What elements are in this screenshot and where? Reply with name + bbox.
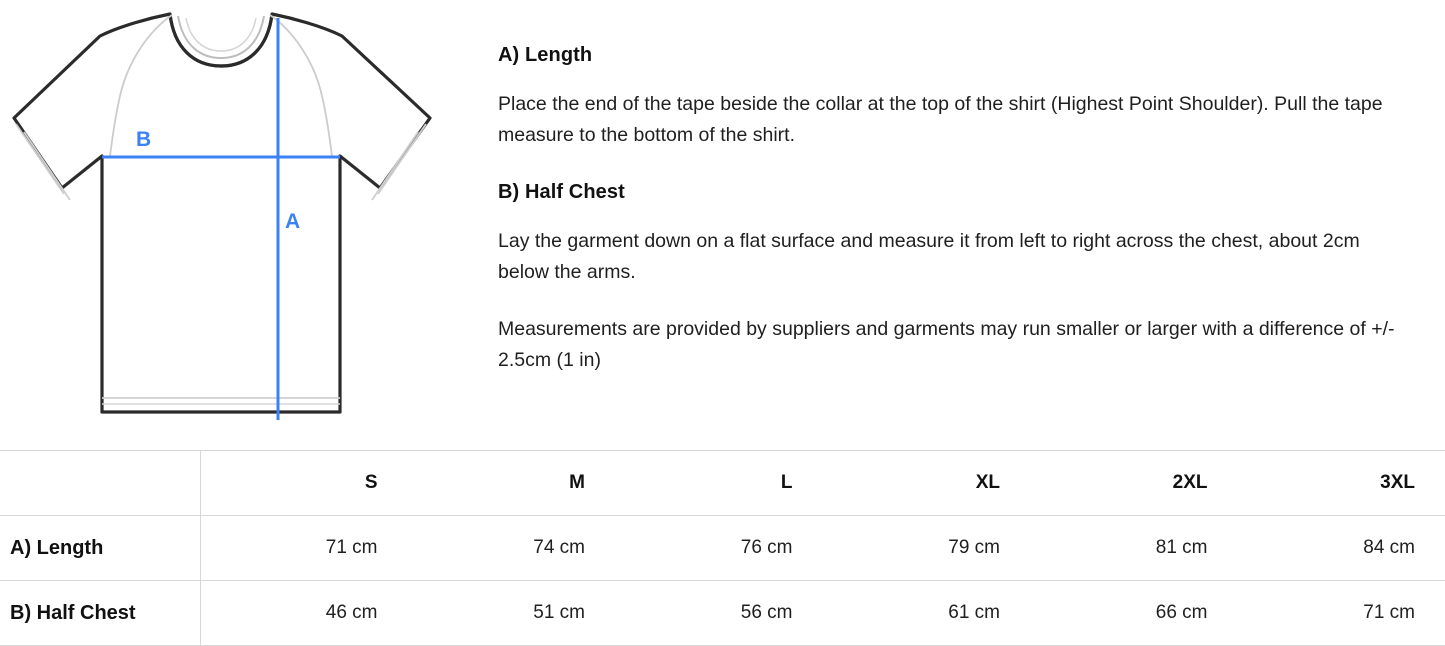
paragraph-length: Place the end of the tape beside the collar at the top of the shirt (Highest Point Shoulder). Pull the tape measure to the bottom of the shirt. [498, 89, 1405, 151]
row-header-length: A) Length [0, 516, 200, 581]
tshirt-icon [0, 0, 470, 445]
row-header-half-chest: B) Half Chest [0, 581, 200, 646]
table-header-row [0, 451, 1445, 516]
cell-half-chest-xl: 61 cm [823, 581, 1031, 646]
table-corner-cell [0, 451, 200, 516]
tshirt-illustration [0, 0, 470, 445]
cell-length-l: 76 cm [615, 516, 823, 581]
column-header-s: S [200, 451, 408, 516]
cell-half-chest-m: 51 cm [408, 581, 616, 646]
table-row [0, 581, 1445, 646]
heading-length: A) Length [498, 44, 1405, 67]
instructions-pane [470, 0, 1445, 376]
paragraph-half-chest: Lay the garment down on a flat surface and measure it from left to right across the chest, about 2cm below the arms. [498, 226, 1405, 288]
measure-label-a: A [285, 210, 300, 234]
column-header-2xl: 2XL [1030, 451, 1238, 516]
cell-length-m: 74 cm [408, 516, 616, 581]
column-header-xl: XL [823, 451, 1031, 516]
cell-length-s: 71 cm [200, 516, 408, 581]
column-header-l: L [615, 451, 823, 516]
cell-half-chest-2xl: 66 cm [1030, 581, 1238, 646]
column-header-3xl: 3XL [1238, 451, 1445, 516]
measure-label-b: B [136, 128, 151, 152]
cell-half-chest-s: 46 cm [200, 581, 408, 646]
table-row [0, 516, 1445, 581]
paragraph-note: Measurements are provided by suppliers and garments may run smaller or larger with a difference of +/- 2.5cm (1 in) [498, 314, 1405, 376]
cell-length-2xl: 81 cm [1030, 516, 1238, 581]
size-table [0, 450, 1445, 646]
cell-length-3xl: 84 cm [1238, 516, 1445, 581]
cell-length-xl: 79 cm [823, 516, 1031, 581]
column-header-m: M [408, 451, 616, 516]
size-table-wrapper [0, 450, 1445, 646]
heading-half-chest: B) Half Chest [498, 181, 1405, 204]
cell-half-chest-3xl: 71 cm [1238, 581, 1445, 646]
cell-half-chest-l: 56 cm [615, 581, 823, 646]
